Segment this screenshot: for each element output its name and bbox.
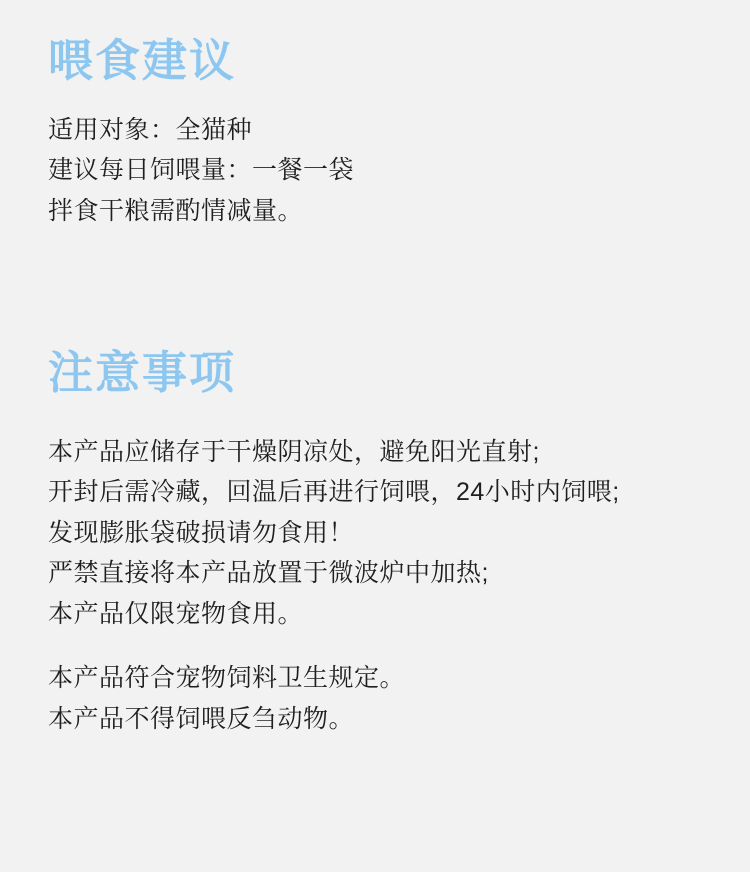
feeding-advice-body [48, 110, 354, 232]
text-line: 适用对象：全猫种 [48, 115, 253, 144]
text-line: 本产品应储存于干燥阴凉处，避免阳光直射; [48, 437, 540, 466]
text-line: 本产品不得饲喂反刍动物。 [48, 704, 355, 733]
text-line: 发现膨胀袋破损请勿食用！ [48, 518, 355, 547]
text-line: 开封后需冷藏，回温后再进行饲喂，24小时内饲喂; [48, 478, 620, 506]
text-line: 本产品仅限宠物食用。 [48, 599, 304, 628]
text-line: 拌食干粮需酌情减量。 [48, 196, 304, 225]
precautions-section [48, 348, 620, 739]
text-line [48, 634, 620, 658]
text-line: 建议每日饲喂量：一餐一袋 [48, 156, 355, 184]
feeding-advice-section [48, 36, 354, 231]
precautions-body [48, 432, 620, 740]
text-line: 严禁直接将本产品放置于微波炉中加热; [48, 559, 489, 587]
feeding-advice-title: 喂食建议 [48, 35, 237, 86]
text-line: 本产品符合宠物饲料卫生规定。 [48, 664, 406, 692]
precautions-title: 注意事项 [48, 347, 237, 398]
